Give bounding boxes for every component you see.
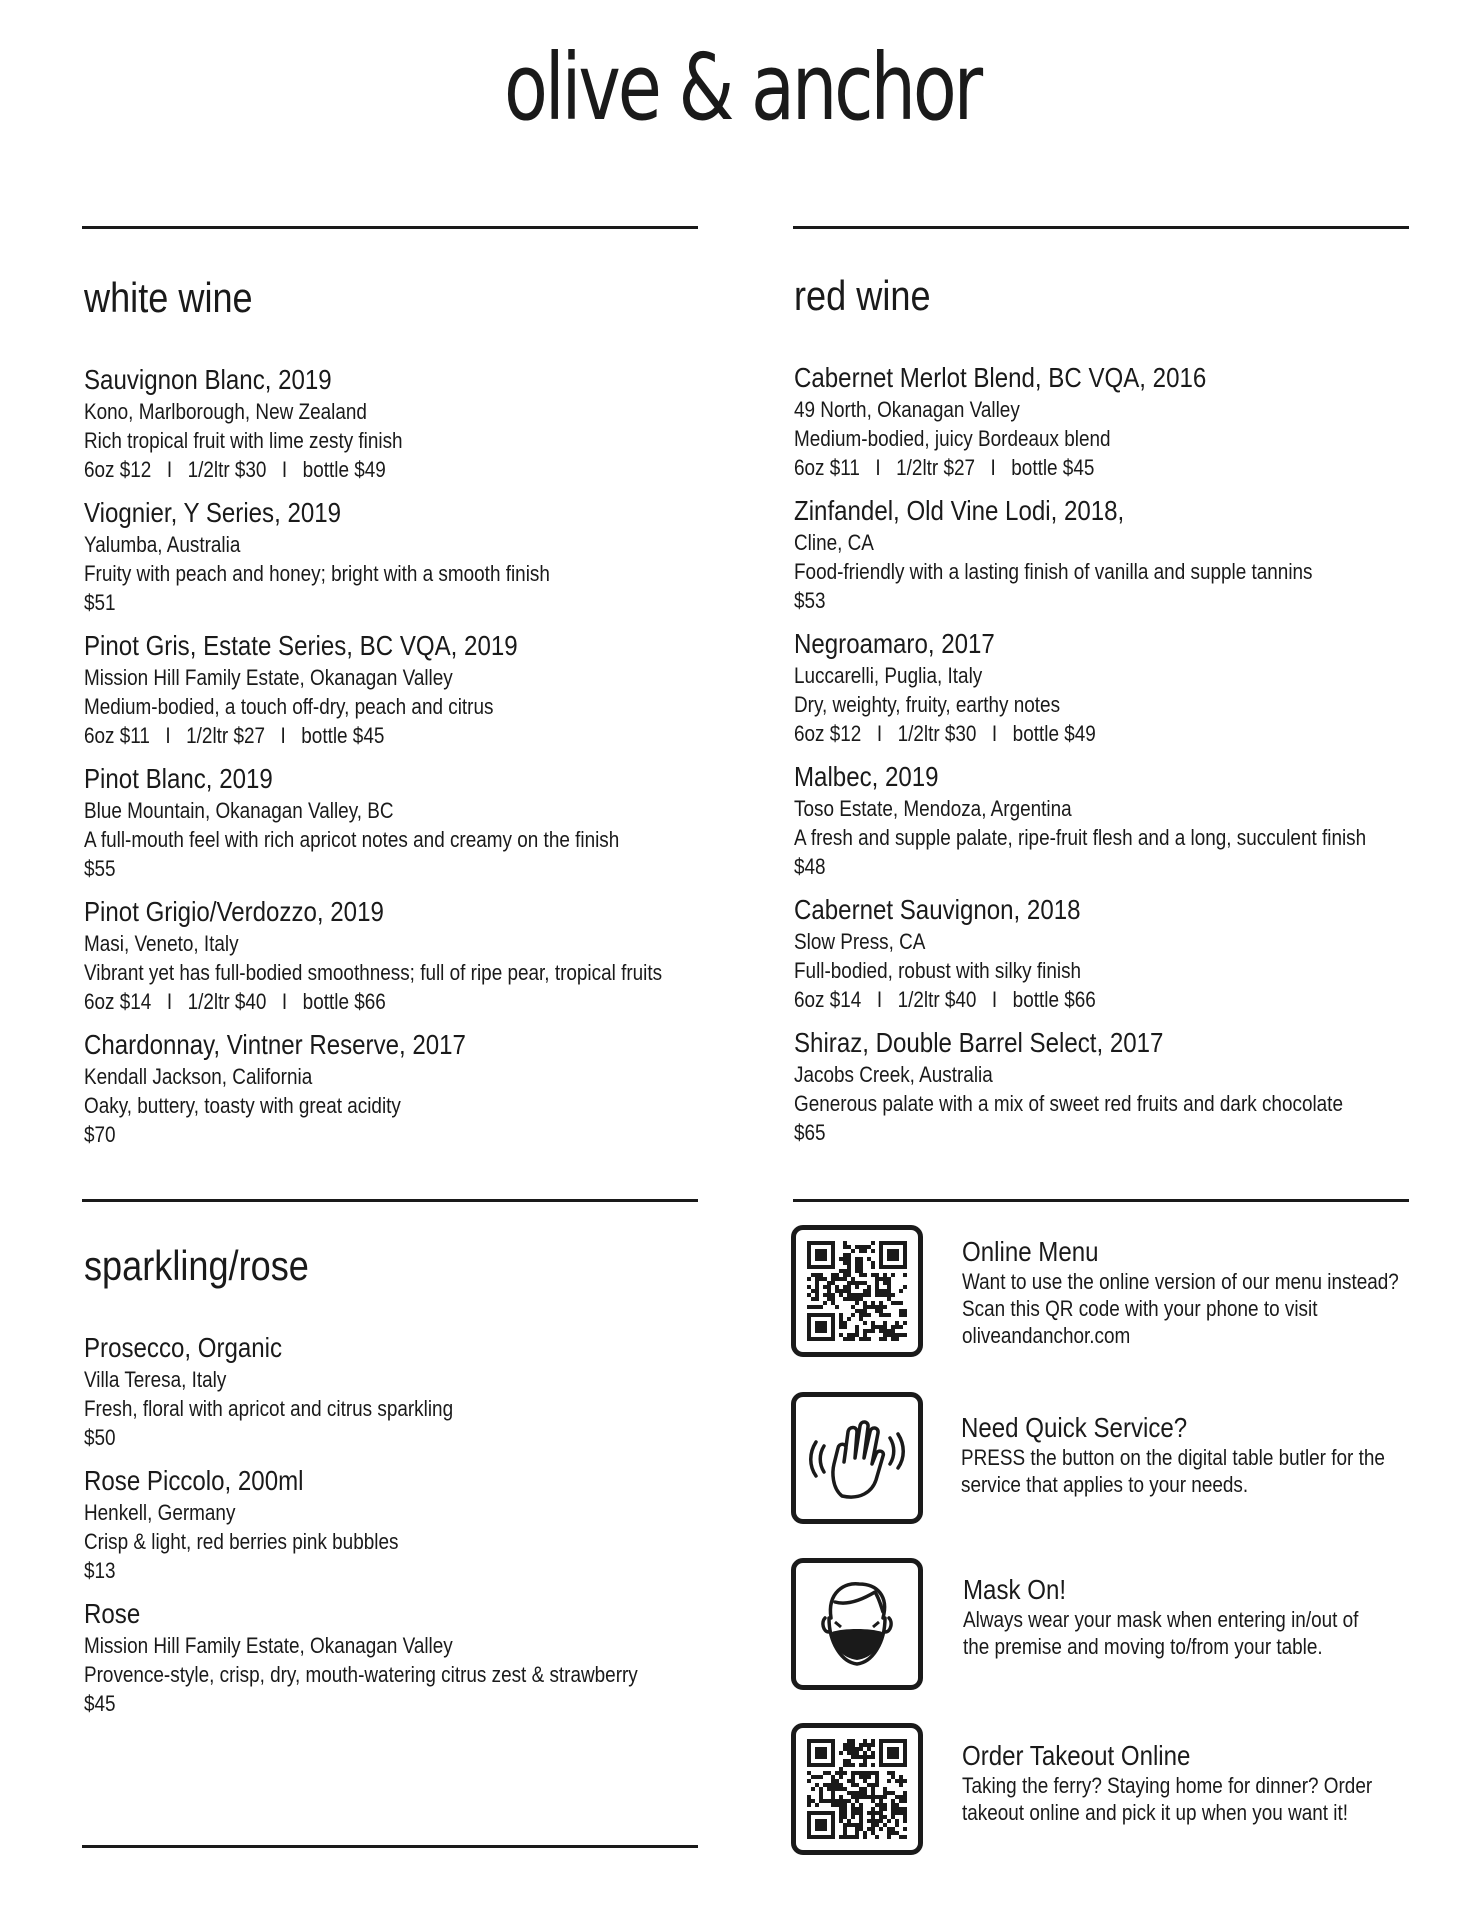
waving-hand-icon xyxy=(791,1392,923,1524)
price-separator: I xyxy=(281,457,288,482)
wine-notes: Medium-bodied, juicy Bordeaux blend xyxy=(794,426,1111,451)
wine-price xyxy=(84,721,662,750)
wine-name: Negroamaro, 2017 xyxy=(794,628,995,659)
price-value: $70 xyxy=(84,1122,116,1147)
wine-item xyxy=(84,496,662,617)
divider xyxy=(82,1199,698,1202)
wine-price xyxy=(794,586,1366,615)
info-title: Online Menu xyxy=(962,1236,1099,1267)
wine-item xyxy=(84,1464,638,1585)
section-title: white wine xyxy=(84,274,253,321)
wine-name: Shiraz, Double Barrel Select, 2017 xyxy=(794,1027,1164,1058)
price-value: $50 xyxy=(84,1425,116,1450)
wine-price xyxy=(84,854,662,883)
price-value: bottle $66 xyxy=(1012,987,1096,1012)
wine-origin: Jacobs Creek, Australia xyxy=(794,1062,993,1087)
quick-service-info xyxy=(961,1412,1484,1498)
wine-name: Cabernet Merlot Blend, BC VQA, 2016 xyxy=(794,362,1207,393)
price-value: bottle $49 xyxy=(1012,721,1096,746)
divider xyxy=(793,1199,1409,1202)
price-separator: I xyxy=(991,721,998,746)
info-title: Order Takeout Online xyxy=(962,1740,1191,1771)
wine-notes: Provence-style, crisp, dry, mouth-watering citrus zest & strawberry xyxy=(84,1662,638,1687)
qr-code-icon[interactable] xyxy=(791,1225,923,1357)
price-separator: I xyxy=(280,723,286,748)
wine-notes: Dry, weighty, fruity, earthy notes xyxy=(794,692,1061,717)
wine-name: Pinot Blanc, 2019 xyxy=(84,763,273,794)
wine-item xyxy=(794,627,1366,748)
wine-notes: Rich tropical fruit with lime zesty finish xyxy=(84,428,403,453)
wine-origin: Mission Hill Family Estate, Okanagan Valley xyxy=(84,665,453,690)
wine-item xyxy=(794,893,1366,1014)
price-value: $53 xyxy=(794,588,826,613)
price-value: 6oz $11 xyxy=(84,723,150,748)
wine-price xyxy=(84,1689,638,1718)
wine-price xyxy=(84,987,662,1016)
wine-item xyxy=(84,629,662,750)
price-value: $45 xyxy=(84,1691,116,1716)
wine-origin: Mission Hill Family Estate, Okanagan Valley xyxy=(84,1633,453,1658)
wine-name: Pinot Gris, Estate Series, BC VQA, 2019 xyxy=(84,630,518,661)
info-text: PRESS the button on the digital table butler for the xyxy=(961,1445,1385,1470)
wine-item xyxy=(84,1597,638,1718)
wine-name: Viognier, Y Series, 2019 xyxy=(84,497,342,528)
info-title: Mask On! xyxy=(963,1574,1067,1605)
wine-notes: Fresh, floral with apricot and citrus sparkling xyxy=(84,1396,454,1421)
wine-price xyxy=(84,1423,638,1452)
wine-notes: Full-bodied, robust with silky finish xyxy=(794,958,1082,983)
price-value: 1/2ltr $40 xyxy=(187,989,267,1014)
info-text: Taking the ferry? Staying home for dinner? Order xyxy=(962,1773,1373,1798)
wine-list xyxy=(794,361,1366,1147)
wine-item xyxy=(794,1026,1366,1147)
wine-origin: Yalumba, Australia xyxy=(84,532,241,557)
wine-price xyxy=(794,453,1366,482)
wine-notes: A full-mouth feel with rich apricot notes and creamy on the finish xyxy=(84,827,620,852)
wine-item xyxy=(84,363,662,484)
price-value: $13 xyxy=(84,1558,116,1583)
price-separator: I xyxy=(876,987,883,1012)
wine-notes: Food-friendly with a lasting finish of vanilla and supple tannins xyxy=(794,559,1313,584)
online-menu-info xyxy=(962,1236,1484,1349)
wine-origin: Slow Press, CA xyxy=(794,929,926,954)
wine-name: Chardonnay, Vintner Reserve, 2017 xyxy=(84,1029,466,1060)
wine-origin: Villa Teresa, Italy xyxy=(84,1367,227,1392)
price-value: 6oz $11 xyxy=(794,455,860,480)
price-value: 1/2ltr $27 xyxy=(186,723,266,748)
price-separator: I xyxy=(875,455,881,480)
brand-logo: olive & anchor xyxy=(503,34,981,141)
wine-name: Rose xyxy=(84,1598,141,1629)
red-wine-section xyxy=(794,272,1367,1159)
price-separator: I xyxy=(165,723,171,748)
wine-price xyxy=(794,852,1366,881)
wine-price xyxy=(84,1556,638,1585)
section-title: sparkling/rose xyxy=(84,1242,309,1289)
wine-price xyxy=(794,985,1366,1014)
divider xyxy=(793,226,1409,229)
wine-notes: Crisp & light, red berries pink bubbles xyxy=(84,1529,399,1554)
price-value: 6oz $14 xyxy=(84,989,152,1014)
wine-item xyxy=(84,762,662,883)
price-value: 1/2ltr $30 xyxy=(187,457,267,482)
white-wine-section xyxy=(84,274,663,1161)
wine-origin: Kono, Marlborough, New Zealand xyxy=(84,399,367,424)
wine-notes: Medium-bodied, a touch off-dry, peach and citrus xyxy=(84,694,494,719)
info-text: takeout online and pick it up when you want it! xyxy=(962,1800,1349,1825)
price-value: $55 xyxy=(84,856,116,881)
wine-notes: Fruity with peach and honey; bright with a smooth finish xyxy=(84,561,550,586)
wine-price xyxy=(84,588,662,617)
wine-list xyxy=(84,1331,638,1718)
price-value: bottle $45 xyxy=(1011,455,1095,480)
price-value: 6oz $12 xyxy=(794,721,862,746)
wine-name: Sauvignon Blanc, 2019 xyxy=(84,364,332,395)
wine-price xyxy=(794,1118,1366,1147)
wine-name: Pinot Grigio/Verdozzo, 2019 xyxy=(84,896,384,927)
info-text: Always wear your mask when entering in/out of xyxy=(963,1607,1359,1632)
price-separator: I xyxy=(166,457,173,482)
qr-code-icon[interactable] xyxy=(791,1723,923,1855)
wine-notes: Oaky, buttery, toasty with great acidity xyxy=(84,1093,401,1118)
wine-item xyxy=(794,494,1366,615)
price-separator: I xyxy=(876,721,883,746)
info-text: oliveandanchor.com xyxy=(962,1323,1131,1348)
price-value: $48 xyxy=(794,854,826,879)
wine-price xyxy=(794,719,1366,748)
divider xyxy=(82,226,698,229)
wine-origin: Toso Estate, Mendoza, Argentina xyxy=(794,796,1072,821)
price-value: 1/2ltr $30 xyxy=(897,721,977,746)
wine-origin: Kendall Jackson, California xyxy=(84,1064,313,1089)
wine-origin: Blue Mountain, Okanagan Valley, BC xyxy=(84,798,394,823)
wine-notes: A fresh and supple palate, ripe-fruit flesh and a long, succulent finish xyxy=(794,825,1367,850)
wine-item xyxy=(794,361,1366,482)
order-takeout-info xyxy=(962,1740,1484,1826)
price-value: 6oz $12 xyxy=(84,457,152,482)
price-value: $65 xyxy=(794,1120,826,1145)
wine-origin: Cline, CA xyxy=(794,530,874,555)
info-text: Scan this QR code with your phone to visit xyxy=(962,1296,1318,1321)
price-separator: I xyxy=(281,989,288,1014)
info-title: Need Quick Service? xyxy=(961,1412,1188,1443)
price-value: bottle $45 xyxy=(301,723,385,748)
wine-notes: Vibrant yet has full-bodied smoothness; full of ripe pear, tropical fruits xyxy=(84,960,663,985)
wine-price xyxy=(84,1120,662,1149)
divider xyxy=(82,1845,698,1848)
info-text: the premise and moving to/from your table. xyxy=(963,1634,1323,1659)
wine-name: Malbec, 2019 xyxy=(794,761,939,792)
price-separator: I xyxy=(991,987,998,1012)
price-separator: I xyxy=(166,989,173,1014)
wine-item xyxy=(794,760,1366,881)
wine-name: Zinfandel, Old Vine Lodi, 2018, xyxy=(794,495,1125,526)
price-separator: I xyxy=(990,455,996,480)
wine-origin: 49 North, Okanagan Valley xyxy=(794,397,1020,422)
wine-list xyxy=(84,363,662,1149)
section-title: red wine xyxy=(794,272,931,319)
mask-on-info xyxy=(963,1574,1484,1660)
wine-origin: Masi, Veneto, Italy xyxy=(84,931,239,956)
wine-price xyxy=(84,455,662,484)
wine-name: Prosecco, Organic xyxy=(84,1332,283,1363)
price-value: bottle $66 xyxy=(302,989,386,1014)
sparkling-rose-section xyxy=(84,1242,638,1730)
price-value: $51 xyxy=(84,590,116,615)
wine-origin: Henkell, Germany xyxy=(84,1500,236,1525)
info-text: Want to use the online version of our menu instead? xyxy=(962,1269,1399,1294)
price-value: bottle $49 xyxy=(302,457,386,482)
wine-name: Rose Piccolo, 200ml xyxy=(84,1465,304,1496)
price-value: 1/2ltr $27 xyxy=(896,455,976,480)
info-text: service that applies to your needs. xyxy=(961,1472,1249,1497)
price-value: 1/2ltr $40 xyxy=(897,987,977,1012)
wine-notes: Generous palate with a mix of sweet red fruits and dark chocolate xyxy=(794,1091,1343,1116)
wine-item xyxy=(84,1331,638,1452)
face-mask-icon xyxy=(791,1558,923,1690)
wine-item xyxy=(84,895,662,1016)
wine-origin: Luccarelli, Puglia, Italy xyxy=(794,663,983,688)
wine-item xyxy=(84,1028,662,1149)
wine-name: Cabernet Sauvignon, 2018 xyxy=(794,894,1081,925)
price-value: 6oz $14 xyxy=(794,987,862,1012)
